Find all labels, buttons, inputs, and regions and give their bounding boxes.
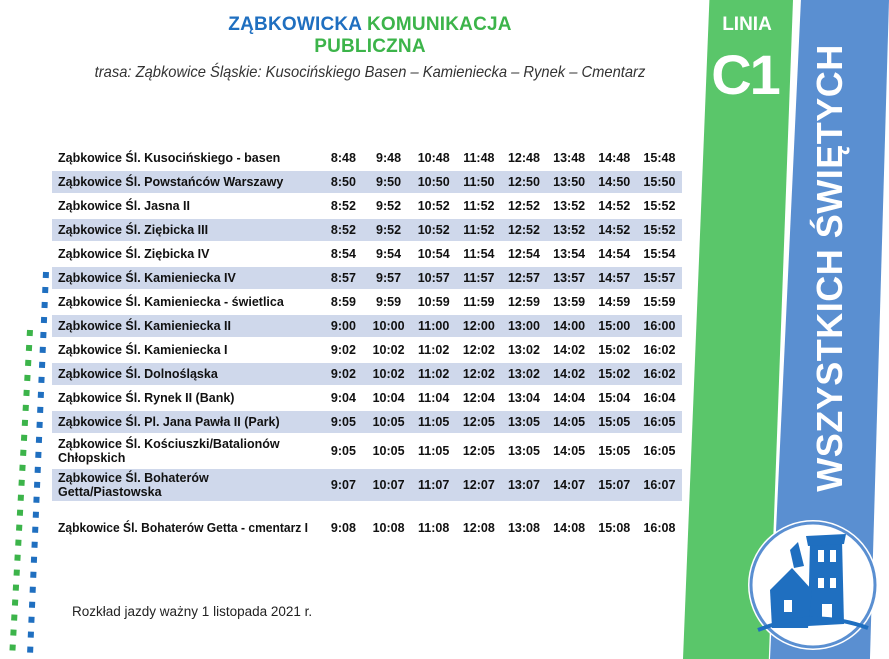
departure-time: 12:05 xyxy=(456,411,501,433)
title-brand-part: ZĄBKOWICKA xyxy=(228,14,362,35)
stop-name: Ząbkowice Śl. Rynek II (Bank) xyxy=(58,391,235,405)
departure-time: 12:02 xyxy=(462,343,495,357)
departure-time: 10:59 xyxy=(417,295,450,309)
departure-time: 10:02 xyxy=(366,363,411,385)
departure-time: 13:04 xyxy=(507,391,540,405)
departure-time: 8:48 xyxy=(330,151,356,165)
stop-name: Ząbkowice Śl. Bohaterów Getta/Piastowska xyxy=(52,469,321,501)
departure-time: 13:50 xyxy=(547,171,592,193)
departure-time: 9:07 xyxy=(321,469,366,501)
validity-note: Rozkład jazdy ważny 1 listopada 2021 r. xyxy=(72,604,313,619)
departure-time: 14:57 xyxy=(592,267,637,289)
table-row xyxy=(52,195,682,217)
departure-time: 10:57 xyxy=(411,267,456,289)
departure-time: 12:59 xyxy=(507,295,540,309)
table-row xyxy=(52,243,682,265)
departure-time: 11:52 xyxy=(463,199,495,213)
table-row xyxy=(52,171,682,193)
departure-time: 12:02 xyxy=(456,363,501,385)
departure-time: 13:08 xyxy=(507,521,540,535)
departure-time: 14:05 xyxy=(553,444,586,458)
departure-time: 15:02 xyxy=(592,363,637,385)
table-row xyxy=(52,517,682,539)
departure-time: 11:54 xyxy=(463,247,495,261)
departure-time: 9:08 xyxy=(330,521,356,535)
departure-time: 9:00 xyxy=(321,315,366,337)
route-description: trasa: Ząbkowice Śląskie: Kusocińskiego Basen – Kamieniecka – Rynek – Cmentarz xyxy=(94,64,646,81)
departure-time: 8:52 xyxy=(321,219,366,241)
departure-time: 15:48 xyxy=(643,151,676,165)
departure-time: 16:07 xyxy=(637,469,682,501)
departure-time: 14:52 xyxy=(592,219,637,241)
departure-time: 10:05 xyxy=(372,444,405,458)
departure-time: 12:00 xyxy=(456,315,501,337)
departure-time: 9:59 xyxy=(376,295,402,309)
departure-time: 13:00 xyxy=(501,315,546,337)
departure-time: 11:08 xyxy=(418,521,450,535)
departure-time: 9:02 xyxy=(321,363,366,385)
departure-time: 16:05 xyxy=(643,444,676,458)
stop-name: Ząbkowice Śl. Kusocińskiego - basen xyxy=(58,151,281,165)
departure-time: 15:05 xyxy=(598,444,631,458)
departure-time: 15:02 xyxy=(598,343,631,357)
departure-time: 11:02 xyxy=(411,363,456,385)
departure-time: 14:07 xyxy=(547,469,592,501)
departure-time: 15:08 xyxy=(598,521,631,535)
stop-name: Ząbkowice Śl. Dolnośląska xyxy=(52,363,321,385)
departure-time: 9:05 xyxy=(321,411,366,433)
departure-time: 11:07 xyxy=(411,469,456,501)
stop-name: Ząbkowice Śl. Kamieniecka IV xyxy=(52,267,321,289)
departure-time: 15:04 xyxy=(598,391,631,405)
departure-time: 12:52 xyxy=(507,199,540,213)
departure-time: 11:52 xyxy=(456,219,501,241)
departure-time: 10:54 xyxy=(417,247,450,261)
table-row xyxy=(52,339,682,361)
departure-time: 9:05 xyxy=(330,444,356,458)
departure-time: 9:02 xyxy=(330,343,356,357)
departure-time: 8:50 xyxy=(321,171,366,193)
departure-time: 12:04 xyxy=(462,391,495,405)
timetable xyxy=(52,145,682,541)
departure-time: 13:54 xyxy=(553,247,586,261)
stop-name: Ząbkowice Śl. Kamieniecka I xyxy=(58,343,228,357)
title-service-part: KOMUNIKACJA PUBLICZNA xyxy=(314,14,512,57)
departure-time: 12:57 xyxy=(501,267,546,289)
departure-time: 11:04 xyxy=(418,391,450,405)
departure-time: 13:59 xyxy=(553,295,586,309)
departure-time: 15:05 xyxy=(592,411,637,433)
departure-time: 12:48 xyxy=(507,151,540,165)
stop-name: Ząbkowice Śl. Kościuszki/Batalionów Chłopskich xyxy=(58,437,280,465)
departure-time: 16:05 xyxy=(637,411,682,433)
table-row xyxy=(52,147,682,169)
departure-time: 12:52 xyxy=(501,219,546,241)
departure-time: 11:57 xyxy=(456,267,501,289)
departure-time: 15:54 xyxy=(643,247,676,261)
line-label: LINIA xyxy=(722,14,772,35)
departure-time: 15:52 xyxy=(637,219,682,241)
departure-time: 14:00 xyxy=(547,315,592,337)
departure-time: 16:02 xyxy=(643,343,676,357)
departure-time: 13:07 xyxy=(501,469,546,501)
departure-time: 9:52 xyxy=(376,199,402,213)
stop-name: Ząbkowice Śl. Pl. Jana Pawła II (Park) xyxy=(52,411,321,433)
departure-time: 11:05 xyxy=(411,411,456,433)
departure-time: 14:54 xyxy=(598,247,631,261)
departure-time: 13:02 xyxy=(501,363,546,385)
departure-time: 10:52 xyxy=(411,219,456,241)
departure-time: 12:08 xyxy=(462,521,495,535)
departure-time: 11:48 xyxy=(463,151,495,165)
departure-time: 14:02 xyxy=(553,343,586,357)
departure-time: 9:50 xyxy=(366,171,411,193)
stop-name: Ząbkowice Śl. Ziębicka IV xyxy=(58,247,210,261)
departure-time: 13:52 xyxy=(547,219,592,241)
table-row xyxy=(52,435,682,467)
table-row xyxy=(52,267,682,289)
route-dotted-lines-decoration xyxy=(0,0,60,659)
departure-time: 8:59 xyxy=(330,295,356,309)
departure-time: 16:00 xyxy=(637,315,682,337)
table-row xyxy=(52,315,682,337)
departure-time: 15:07 xyxy=(592,469,637,501)
departure-time: 11:50 xyxy=(456,171,501,193)
departure-time: 10:08 xyxy=(372,521,405,535)
day-type-text: WSZYSTKICH ŚWIĘTYCH xyxy=(809,44,850,492)
departure-time: 12:05 xyxy=(462,444,495,458)
table-row xyxy=(52,219,682,241)
table-row xyxy=(52,411,682,433)
table-spacer xyxy=(52,503,682,515)
departure-time: 15:50 xyxy=(637,171,682,193)
stop-name: Ząbkowice Śl. Powstańców Warszawy xyxy=(52,171,321,193)
departure-time: 15:00 xyxy=(592,315,637,337)
stop-name: Ząbkowice Śl. Jasna II xyxy=(58,199,191,213)
departure-time: 16:04 xyxy=(643,391,676,405)
stop-name: Ząbkowice Śl. Ziębicka III xyxy=(52,219,321,241)
departure-time: 12:50 xyxy=(501,171,546,193)
departure-time: 9:04 xyxy=(330,391,356,405)
departure-time: 13:57 xyxy=(547,267,592,289)
table-row xyxy=(52,291,682,313)
departure-time: 14:48 xyxy=(598,151,631,165)
departure-time: 10:52 xyxy=(417,199,450,213)
departure-time: 9:48 xyxy=(376,151,402,165)
departure-time: 14:04 xyxy=(553,391,586,405)
departure-time: 13:52 xyxy=(553,199,586,213)
departure-time: 15:57 xyxy=(637,267,682,289)
departure-time: 14:50 xyxy=(592,171,637,193)
line-code: C1 xyxy=(711,43,779,106)
departure-time: 13:02 xyxy=(507,343,540,357)
departure-time: 10:48 xyxy=(417,151,450,165)
departure-time: 14:08 xyxy=(553,521,586,535)
departure-time: 8:57 xyxy=(321,267,366,289)
departure-time: 10:05 xyxy=(366,411,411,433)
departure-time: 14:52 xyxy=(598,199,631,213)
departure-time: 12:54 xyxy=(507,247,540,261)
departure-time: 8:54 xyxy=(330,247,356,261)
departure-time: 12:07 xyxy=(456,469,501,501)
departure-time: 11:59 xyxy=(463,295,495,309)
tower-emblem-icon xyxy=(748,520,878,650)
day-type-banner xyxy=(780,44,880,492)
departure-time: 9:54 xyxy=(376,247,402,261)
departure-time: 11:02 xyxy=(418,343,450,357)
departure-time: 10:07 xyxy=(366,469,411,501)
stop-name: Ząbkowice Śl. Kamieniecka II xyxy=(52,315,321,337)
departure-time: 11:00 xyxy=(411,315,456,337)
departure-time: 11:05 xyxy=(418,444,450,458)
departure-time: 15:59 xyxy=(643,295,676,309)
departure-time: 10:50 xyxy=(411,171,456,193)
departure-time: 16:02 xyxy=(637,363,682,385)
departure-time: 13:05 xyxy=(507,444,540,458)
stop-name: Ząbkowice Śl. Bohaterów Getta - cmentarz I xyxy=(58,521,309,535)
departure-time: 10:02 xyxy=(372,343,405,357)
departure-time: 14:59 xyxy=(598,295,631,309)
departure-time: 9:52 xyxy=(366,219,411,241)
departure-time: 16:08 xyxy=(643,521,676,535)
departure-time: 13:48 xyxy=(553,151,586,165)
departure-time: 13:05 xyxy=(501,411,546,433)
departure-time: 10:00 xyxy=(366,315,411,337)
departure-time: 14:05 xyxy=(547,411,592,433)
departure-time: 8:52 xyxy=(330,199,356,213)
departure-time: 10:04 xyxy=(372,391,405,405)
stop-name: Ząbkowice Śl. Kamieniecka - świetlica xyxy=(58,295,284,309)
departure-time: 15:52 xyxy=(643,199,676,213)
page-title xyxy=(180,14,560,58)
departure-time: 14:02 xyxy=(547,363,592,385)
departure-time: 9:57 xyxy=(366,267,411,289)
table-row xyxy=(52,387,682,409)
town-emblem xyxy=(748,520,878,650)
table-row xyxy=(52,469,682,501)
table-row xyxy=(52,363,682,385)
